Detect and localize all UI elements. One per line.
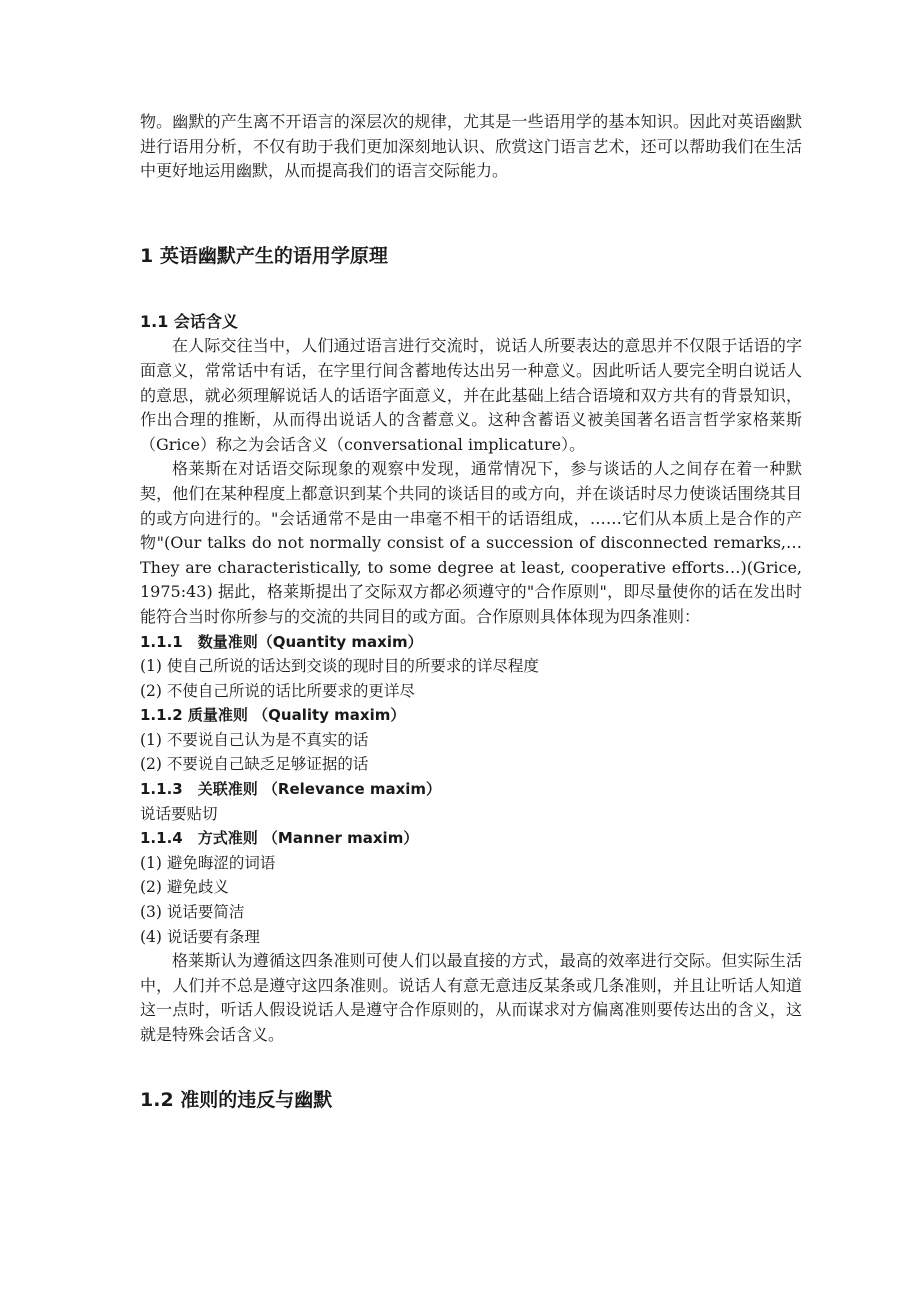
intro-paragraph: 物。幽默的产生离不开语言的深层次的规律，尤其是一些语用学的基本知识。因此对英语幽默进行语用分析，不仅有助于我们更加深刻地认识、欣赏这门语言艺术，还可以帮助我们在生活中更好地运用幽默，从而提高我们的语言交际能力。 [140,112,802,181]
section-1-1-paragraph-2: 格莱斯在对话语交际现象的观察中发现，通常情况下，参与谈话的人之间存在着一种默契，他们在某种程度上都意识到某个共同的谈话目的或方向，并在谈话时尽力使谈话围绕其目的或方向进行的。"会话通常不是由一串毫不相干的话语组成，……它们从本质上是合作的产物"(Our talks do not normally consist of a succession of disconnected remarks,…They are characteristically, to some degree at least, cooperative efforts…)(Grice, 1975:43) 据此，格莱斯提出了交际双方都必须遵守的"合作原则"，即尽量使你的话在发出时能符合当时你所参与的交流的共同目的或方面。合作原则具体体现为四条准则： [140,459,802,626]
maxim-quantity-item: (2) 不使自己所说的话比所要求的更详尽 [140,681,415,700]
section-1-heading: 1 英语幽默产生的语用学原理 [140,244,388,267]
maxim-manner-heading: 1.1.4 方式准则 （Manner maxim） [140,829,419,848]
section-1-1-paragraph-1: 在人际交往当中，人们通过语言进行交流时，说话人所要表达的意思并不仅限于话语的字面意义，常常话中有话，在字里行间含蓄地传达出另一种意义。因此听话人要完全明白说话人的意思，就必须理解说话人的话语字面意义，并在此基础上结合语境和双方共有的背景知识，作出合理的推断，从而得出说话人的含蓄意义。这种含蓄语义被美国著名语言哲学家格莱斯（Grice）称之为会话含义（conversational implicature）。 [140,336,802,454]
maxim-quantity-heading: 1.1.1 数量准则（Quantity maxim） [140,632,423,651]
maxim-quantity-item: (1) 使自己所说的话达到交谈的现时目的所要求的详尽程度 [140,657,539,676]
maxim-relevance-heading: 1.1.3 关联准则 （Relevance maxim） [140,780,442,799]
maxim-quality-item: (1) 不要说自己认为是不真实的话 [140,730,369,749]
section-1-1-heading: 1.1 会话含义 [140,311,238,331]
maxim-quality-heading: 1.1.2 质量准则 （Quality maxim） [140,706,406,725]
maxim-relevance-item: 说话要贴切 [140,804,218,823]
maxim-manner-item: (1) 避免晦涩的词语 [140,853,276,872]
maxim-manner-item: (4) 说话要有条理 [140,927,260,946]
maxim-manner-item: (3) 说话要简洁 [140,903,245,922]
section-1-1-paragraph-3: 格莱斯认为遵循这四条准则可使人们以最直接的方式，最高的效率进行交际。但实际生活中，人们并不总是遵守这四条准则。说话人有意无意违反某条或几条准则，并且让听话人知道这一点时，听话人假设说话人是遵守合作原则的，从而谋求对方偏离准则要传达出的含义，这就是特殊会话含义。 [140,951,802,1044]
document-page [140,110,802,1114]
maxim-manner-item: (2) 避免歧义 [140,878,229,897]
maxim-quality-item: (2) 不要说自己缺乏足够证据的话 [140,755,369,774]
section-1-2-heading: 1.2 准则的违反与幽默 [140,1088,333,1111]
